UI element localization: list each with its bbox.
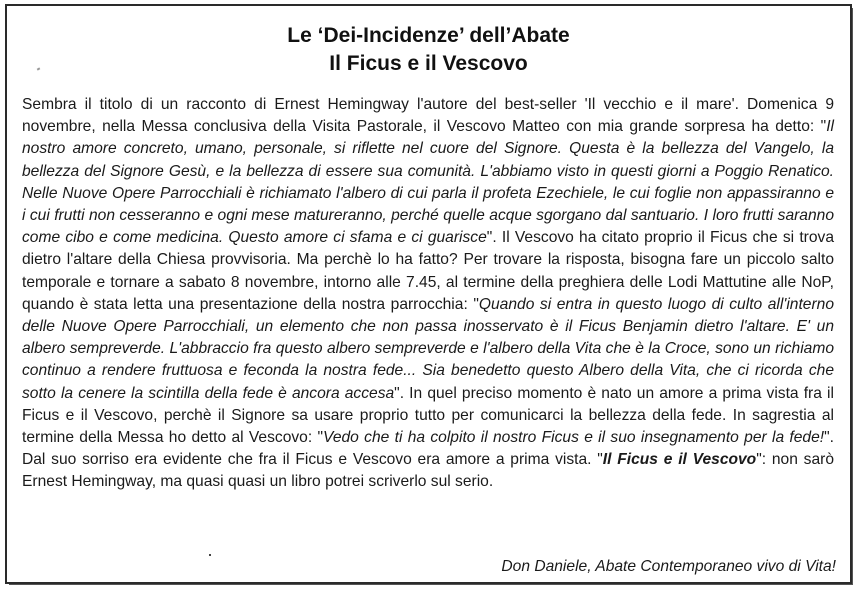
body-text-3: ". In quel preciso momento è nato un amore a prima vista fra il Ficus e il Vescovo, perchè il Signore sa usare proprio tutto per comunicarci la bellezza della fede. In sagrestia al termine della Messa ho detto al Vescovo: "	[22, 384, 834, 447]
article-title: Il Ficus e il Vescovo	[329, 52, 528, 75]
sacristy-quote: Vedo che ti ha colpito il nostro Ficus e il suo insegnamento per la fede!	[323, 429, 825, 447]
article-frame	[5, 4, 852, 584]
bold-title-quote: Il Ficus e il Vescovo	[602, 451, 757, 469]
body-text-2: ". Il Vescovo ha citato proprio il Ficus che si trova dietro l'altare della Chiesa provvisoria. Ma perchè lo ha fatto? Per trovare la risposta, bisogna fare un piccolo salto temporale e tornare a sabato 8 novembre, intorno alle 7.45, al termine della preghiera delle Lodi Mattutine alle NoP, quando è stata letta una presentazione della nostra parrocchia: "	[22, 229, 834, 313]
signature: Don Daniele, Abate Contemporaneo vivo di Vita!	[501, 558, 836, 575]
scan-dot	[209, 554, 211, 556]
body-text-4: ". Dal suo sorriso era evidente che fra il Ficus e Vescovo era amore a prima vista. "	[22, 429, 834, 469]
bishop-quote: Il nostro amore concreto, umano, personale, si riflette nel cuore del Signore. Questa è la bellezza del Vangelo, la bellezza del Signore Gesù, e la bellezza di essere sua comunità. L'abbiamo visto in questi giorni a Poggio Renatico. Nelle Nuove Opere Parrocchiali è richiamato l'albero di cui parla il profeta Ezechiele, le cui foglie non appassiranno e i cui frutti non cesseranno e ogni mese matureranno, perché quelle acque sgorgano dal santuario. I loro frutti saranno come cibo e come medicina. Questo amore ci sfama e ci guarisce	[22, 118, 834, 247]
body-text-1: Sembra il titolo di un racconto di Ernest Hemingway l'autore del best-seller 'Il vecchio e il mare'. Domenica 9 novembre, nella Messa conclusiva della Visita Pastorale, il Vescovo Matteo con mia grande sorpresa ha detto: "	[22, 96, 834, 136]
column-title: Le ‘Dei-Incidenze’ dell’Abate	[287, 24, 570, 47]
article-body	[22, 94, 834, 494]
parish-presentation-quote: Quando si entra in questo luogo di culto all'interno delle Nuove Opere Parrocchiali, un elemento che non passa inosservato è il Ficus Benjamin dietro l'altare. E' un albero sempreverde. L'abbraccio fra questo albero sempreverde e l'albero della Vita che è la Croce, sono un richiamo continuo a rendere fruttuosa e feconda la nostra fede... Sia benedetto questo Albero della Vita, che ci ricorda che sotto la cenere la scintilla della fede è ancora accesa	[22, 295, 835, 402]
body-text-5: ": non sarò Ernest Hemingway, ma quasi quasi un libro potrei scriverlo sul serio.	[22, 451, 835, 491]
